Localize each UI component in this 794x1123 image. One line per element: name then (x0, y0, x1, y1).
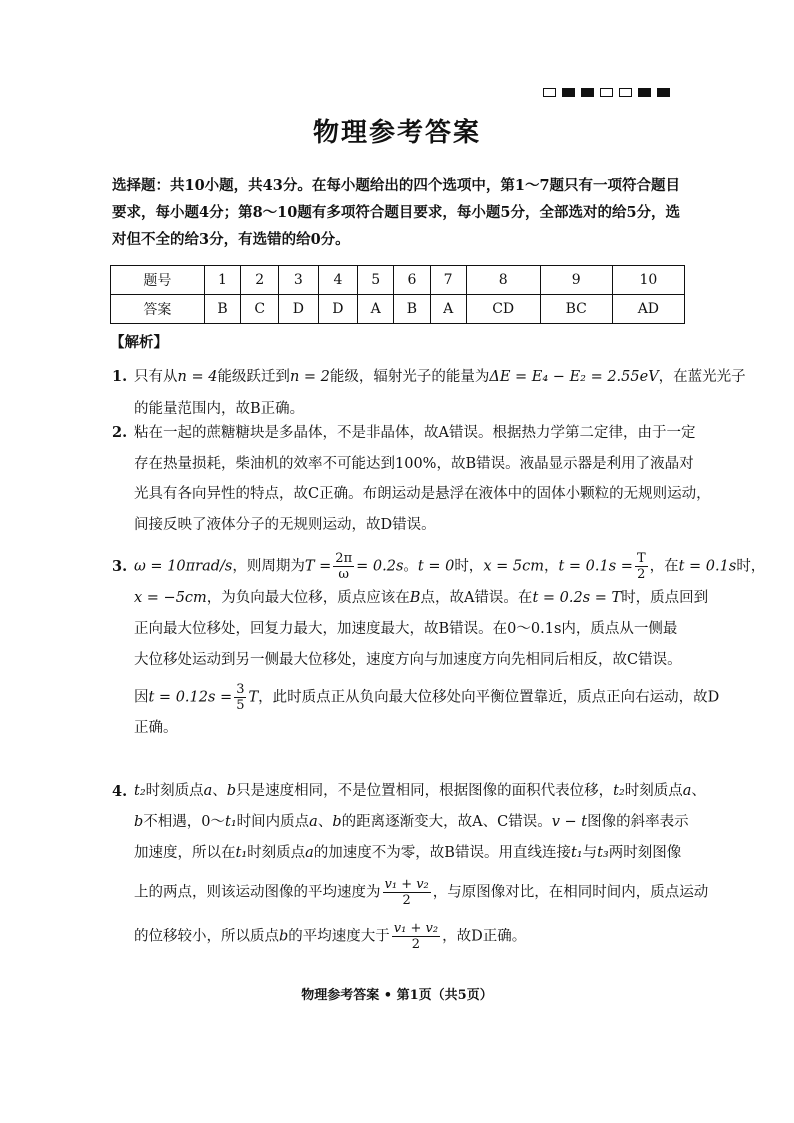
formula: t₂ (134, 783, 146, 799)
text: 的距离逐渐变大，故A、C错误。 (341, 814, 552, 830)
formula: x = 5cm (483, 558, 544, 575)
code-mark-empty (619, 88, 632, 97)
text-line: 粘在一起的蔗糖糖块是多晶体，不是非晶体，故A错误。根据热力学第二定律，由于一定 (134, 425, 696, 441)
fraction-numerator: v₁ + v₂ (384, 877, 429, 892)
text: 点，故A错误。在 (420, 589, 533, 606)
fraction-denominator: ω (338, 567, 350, 582)
text-line: 存在热量损耗，柴油机的效率不可能达到100%，故B错误。液晶显示器是利用了液晶对 (134, 455, 694, 472)
fraction-denominator: 5 (236, 697, 245, 713)
analysis-item-1 (112, 361, 746, 425)
formula: t₂ (613, 783, 625, 799)
fraction-numerator: T (636, 551, 646, 566)
formula: n = 2 (289, 369, 330, 385)
text: ，与原图像对比，在相同时间内，质点运动 (432, 884, 709, 901)
analysis-heading: 【解析】 (110, 334, 168, 351)
text: 上的两点，则该运动图像的平均速度为 (134, 884, 381, 901)
text: 只有从 (134, 369, 178, 385)
code-mark-filled (562, 88, 575, 97)
table-cell: 10 (612, 266, 684, 295)
fraction-numerator: 2π (335, 551, 353, 566)
text: 能级，辐射光子的能量为 (329, 369, 490, 385)
text-line: 的能量范围内，故B正确。 (134, 401, 305, 417)
table-cell: D (279, 295, 319, 324)
item-number: 2. (112, 424, 128, 441)
table-cell: A (430, 295, 466, 324)
table-cell: 3 (279, 266, 319, 295)
code-mark-empty (600, 88, 613, 97)
formula: b (279, 928, 289, 944)
code-mark-filled (581, 88, 594, 97)
formula: t₁ (570, 845, 583, 861)
answer-table (110, 265, 685, 324)
text: ， (543, 558, 559, 575)
formula: t = 0.2s = T (532, 589, 622, 606)
fraction-denominator: 2 (637, 567, 646, 582)
table-cell: CD (466, 295, 540, 324)
text: 的加速度不为零，故B错误。用直线连接 (313, 845, 571, 861)
formula: = 0.2s (356, 558, 404, 575)
table-cell: C (241, 295, 279, 324)
text: 、 (212, 783, 227, 799)
text: ，则周期为 (232, 558, 305, 575)
page-footer: 物理参考答案 • 第1页（共5页） (301, 988, 493, 1003)
table-cell: B (204, 295, 241, 324)
text: 。 (403, 558, 418, 575)
fraction-numerator: 3 (236, 681, 245, 697)
text-line: 大位移处运动到另一侧最大位移处，速度方向与加速度方向先相同后相反，故C错误。 (134, 651, 682, 668)
formula: T = (304, 558, 332, 575)
text: 时刻质点 (145, 783, 204, 799)
formula: a (309, 814, 318, 830)
table-cell: A (358, 295, 394, 324)
row-header: 题号 (111, 266, 205, 295)
code-mark-filled (638, 88, 651, 97)
formula: x = −5cm (134, 589, 207, 606)
table-cell: 1 (204, 266, 241, 295)
text: 时， (736, 558, 766, 575)
table-cell: 7 (430, 266, 466, 295)
formula: t₃ (597, 845, 609, 861)
formula: ΔE = E₄ − E₂ = 2.55eV (489, 369, 659, 385)
table-cell: 5 (358, 266, 394, 295)
formula: b (332, 814, 342, 830)
text: 不相遇，0～ (143, 814, 226, 830)
table-cell: 8 (466, 266, 540, 295)
formula: B (409, 589, 421, 606)
formula: b (134, 814, 144, 830)
table-cell: 4 (318, 266, 358, 295)
text: 时刻质点 (624, 783, 683, 799)
fraction (383, 877, 431, 908)
text: 的平均速度大于 (288, 928, 390, 944)
text: 、 (691, 783, 706, 799)
text: ，为负向最大位移，质点应该在 (206, 589, 410, 606)
text: 图像的斜率表示 (587, 814, 689, 830)
formula: t₁ (225, 814, 237, 830)
text: 、 (317, 814, 333, 830)
table-cell: B (394, 295, 431, 324)
fraction (234, 682, 246, 713)
text-line: 正向最大位移处，回复力最大，加速度最大，故B错误。在0～0.1s内，质点从一侧最 (134, 620, 678, 637)
formula: T (248, 689, 259, 705)
text: 时，质点回到 (621, 589, 709, 606)
text: 只是速度相同，不是位置相同，根据图像的面积代表位移， (236, 783, 614, 799)
fraction (392, 921, 440, 952)
formula: b (226, 783, 237, 799)
table-row-numbers (111, 266, 685, 295)
formula: t = 0.1s (678, 558, 737, 575)
intro-text: 选择题：共10小题，共43分。在每小题给出的四个选项中，第1～7题只有一项符合题目要求，每小题4分；第8～10题有多项符合题目要求，每小题5分，全部选对的给5分，选对但不全的给3分，有选错的给0分。 (112, 177, 681, 248)
row-header: 答案 (111, 295, 205, 324)
code-mark-empty (543, 88, 556, 97)
table-cell: 2 (241, 266, 279, 295)
text: ，此时质点正从负向最大位移处向平衡位置靠近，质点正向右运动，故D (258, 689, 720, 705)
table-cell: 6 (394, 266, 431, 295)
analysis-item-3 (112, 551, 766, 744)
text-line: 光具有各向异性的特点，故C正确。布朗运动是悬浮在液体中的固体小颗粒的无规则运动， (134, 486, 711, 502)
fraction (635, 551, 648, 582)
text-line: 正确。 (134, 720, 178, 736)
formula: a (682, 783, 692, 799)
table-cell: D (318, 295, 358, 324)
fraction-denominator: 2 (411, 936, 421, 952)
item-number: 1. (112, 368, 128, 385)
text: 时刻质点 (247, 845, 306, 861)
text: 能级跃迁到 (217, 369, 290, 385)
analysis-item-4 (112, 776, 709, 952)
formula: t = 0.12s = (148, 689, 233, 705)
formula: n = 4 (177, 369, 218, 385)
formula: t = 0.1s = (558, 558, 633, 575)
code-marks (543, 88, 670, 97)
formula: t = 0 (417, 558, 455, 575)
text: 两时刻图像 (608, 845, 682, 861)
text: 因 (134, 689, 149, 705)
table-row-answers (111, 295, 685, 324)
formula: a (305, 845, 314, 861)
table-cell: 9 (540, 266, 612, 295)
text: 时， (454, 558, 484, 575)
text-line: 间接反映了液体分子的无规则运动，故D错误。 (134, 516, 436, 533)
text: 的位移较小，所以质点 (134, 928, 279, 944)
fraction-numerator: v₁ + v₂ (393, 920, 439, 936)
code-mark-filled (657, 88, 670, 97)
item-number: 3. (112, 558, 128, 575)
formula: v − t (551, 814, 588, 830)
item-number: 4. (112, 783, 128, 800)
table-cell: AD (612, 295, 684, 324)
text: ，在蓝光光子 (658, 369, 746, 385)
formula: t₁ (235, 845, 248, 861)
text: ，故D正确。 (442, 928, 527, 944)
page-title: 物理参考答案 (312, 118, 481, 148)
formula: ω = 10πrad/s (134, 558, 233, 575)
formula: a (203, 783, 213, 799)
text: ，在 (649, 558, 679, 575)
analysis-item-2 (112, 418, 711, 540)
table-cell: BC (540, 295, 612, 324)
fraction (333, 551, 354, 582)
text: 与 (582, 845, 598, 861)
fraction-denominator: 2 (402, 893, 411, 908)
text: 时间内质点 (236, 814, 310, 830)
text: 加速度，所以在 (134, 845, 236, 861)
